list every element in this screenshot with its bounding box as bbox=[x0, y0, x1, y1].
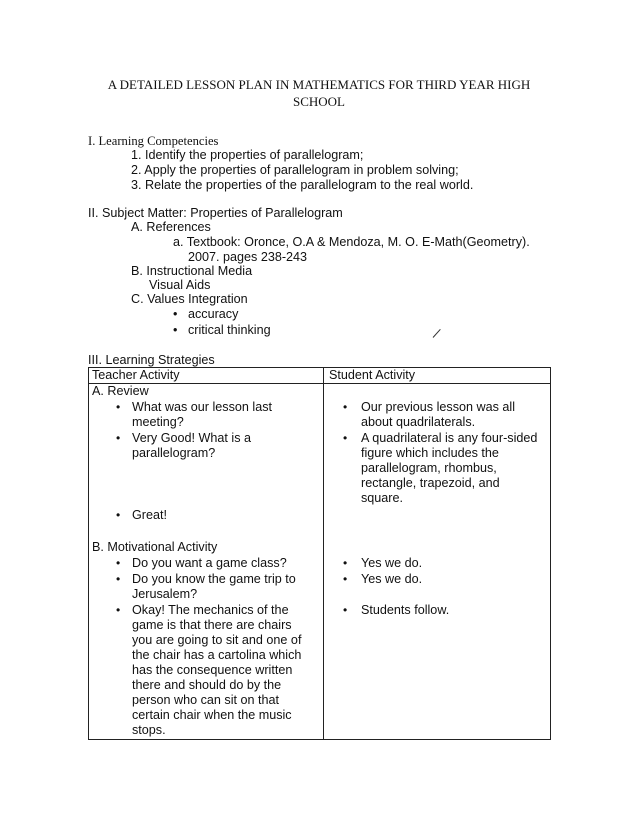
competency-item-1: 1. Identify the properties of parallelogram; bbox=[131, 148, 364, 162]
student-review-line: figure which includes the bbox=[361, 446, 499, 460]
student-review-line: A quadrilateral is any four-sided bbox=[361, 431, 538, 445]
section-learning-strategies-heading: III. Learning Strategies bbox=[88, 353, 215, 367]
pen-stroke-mark bbox=[433, 329, 441, 338]
teacher-review-line: Great! bbox=[132, 508, 167, 522]
teacher-review-line: Very Good! What is a bbox=[132, 431, 251, 445]
student-motivation-line: Students follow. bbox=[361, 603, 450, 617]
motivational-activity-heading: B. Motivational Activity bbox=[92, 540, 218, 554]
value-item-accuracy: accuracy bbox=[188, 307, 239, 321]
instructional-media-heading: B. Instructional Media bbox=[131, 264, 253, 278]
student-review-line: parallelogram, rhombus, bbox=[361, 461, 497, 475]
bullet-icon: • bbox=[343, 431, 348, 445]
student-review-line: about quadrilaterals. bbox=[361, 415, 476, 429]
section-learning-competencies-heading: I. Learning Competencies bbox=[88, 134, 219, 148]
bullet-icon: • bbox=[343, 572, 348, 586]
bullet-icon: • bbox=[116, 431, 121, 445]
bullet-icon: • bbox=[116, 400, 121, 414]
references-heading: A. References bbox=[131, 220, 211, 234]
section-subject-matter-heading: II. Subject Matter: Properties of Parallelogram bbox=[88, 206, 343, 220]
teacher-motivation-line: stops. bbox=[132, 723, 166, 737]
bullet-icon: • bbox=[116, 556, 121, 570]
student-review-line: rectangle, trapezoid, and bbox=[361, 476, 500, 490]
bullet-icon: • bbox=[343, 603, 348, 617]
teacher-review-line: parallelogram? bbox=[132, 446, 216, 460]
competency-item-2: 2. Apply the properties of parallelogram in problem solving; bbox=[131, 163, 459, 177]
teacher-motivation-line: Jerusalem? bbox=[132, 587, 198, 601]
teacher-review-line: meeting? bbox=[132, 415, 184, 429]
teacher-activity-cell bbox=[89, 384, 324, 740]
teacher-motivation-line: Okay! The mechanics of the bbox=[132, 603, 289, 617]
bullet-icon: • bbox=[116, 508, 121, 522]
student-review-line: Our previous lesson was all bbox=[361, 400, 515, 414]
header-teacher-activity: Teacher Activity bbox=[89, 368, 324, 384]
value-item-critical-thinking: critical thinking bbox=[188, 323, 271, 337]
reference-line-2: 2007. pages 238-243 bbox=[188, 250, 308, 264]
student-review-line: square. bbox=[361, 491, 404, 505]
teacher-motivation-line: there and should do by the bbox=[132, 678, 282, 692]
review-heading: A. Review bbox=[92, 384, 149, 398]
header-student-activity: Student Activity bbox=[324, 368, 551, 384]
teacher-motivation-line: Do you know the game trip to bbox=[132, 572, 296, 586]
document-title-line-1: A DETAILED LESSON PLAN IN MATHEMATICS FOR THIRD YEAR HIGH bbox=[107, 77, 531, 92]
student-activity-cell bbox=[324, 384, 551, 740]
reference-line-1: a. Textbook: Oronce, O.A & Mendoza, M. O. E-Math(Geometry). bbox=[173, 235, 530, 249]
student-motivation-line: Yes we do. bbox=[361, 556, 423, 570]
teacher-motivation-line: person who can sit on that bbox=[132, 693, 280, 707]
bullet-icon: • bbox=[173, 307, 178, 321]
teacher-motivation-line: certain chair when the music bbox=[132, 708, 292, 722]
teacher-motivation-line: you are going to sit and one of bbox=[132, 633, 302, 647]
bullet-icon: • bbox=[116, 572, 121, 586]
student-motivation-line: Yes we do. bbox=[361, 572, 423, 586]
bullet-icon: • bbox=[343, 556, 348, 570]
teacher-motivation-line: game is that there are chairs bbox=[132, 618, 292, 632]
bullet-icon: • bbox=[173, 323, 178, 337]
bullet-icon: • bbox=[116, 603, 121, 617]
bullet-icon: • bbox=[343, 400, 348, 414]
teacher-review-line: What was our lesson last bbox=[132, 400, 272, 414]
competency-item-3: 3. Relate the properties of the parallelogram to the real world. bbox=[131, 178, 474, 192]
teacher-motivation-line: Do you want a game class? bbox=[132, 556, 287, 570]
learning-strategies-table bbox=[88, 367, 551, 740]
instructional-media-item: Visual Aids bbox=[149, 278, 211, 292]
teacher-motivation-line: has the consequence written bbox=[132, 663, 293, 677]
document-title-line-2: SCHOOL bbox=[292, 94, 345, 109]
values-integration-heading: C. Values Integration bbox=[131, 292, 248, 306]
teacher-motivation-line: the chair has a cartolina which bbox=[132, 648, 302, 662]
